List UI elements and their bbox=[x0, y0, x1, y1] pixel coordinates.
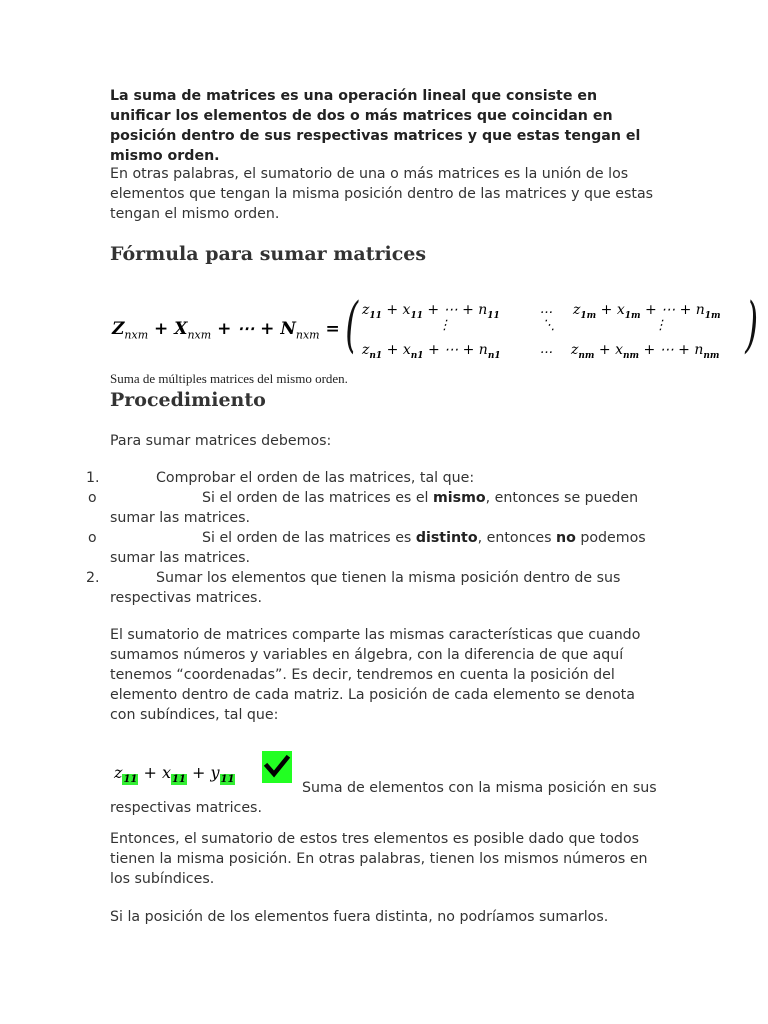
conclusion-paragraph: Entonces, el sumatorio de estos tres elementos es posible dado que todos tienen la misma posición. En otras palabras, tienen los mismos números en los subíndices. bbox=[110, 831, 648, 887]
bullet-1-marker: o bbox=[88, 490, 97, 506]
intro-bold-paragraph: La suma de matrices es una operación lineal que consiste en unificar los elementos de dos o más matrices que coincidan en posición dentro de sus respectivas matrices y que estas tengan el mismo orden. bbox=[110, 88, 641, 164]
step-1-text: Comprobar el orden de las matrices, tal que: bbox=[156, 470, 475, 486]
matrix-sum-formula bbox=[112, 290, 762, 362]
cell-1m: $z_{1m} + x_{1m}$ + ⋯ + $n_{1m}$ bbox=[573, 302, 721, 321]
vdots-1: ⋮ bbox=[438, 318, 451, 333]
procedure-intro: Para sumar matrices debemos: bbox=[110, 433, 332, 449]
element-sum-example: $z_{11} + x_{11} + y_{11}$ bbox=[114, 763, 235, 786]
cell-11: $z_{11} + x_{11}$ + ⋯ + $n_{11}$ bbox=[362, 302, 500, 321]
explanation-paragraph: El sumatorio de matrices comparte las mismas características que cuando sumamos números y variables en álgebra, con la diferencia de que aquí tenemos “coordenadas”. Es decir, tendremos en cuenta la posición del elemento dentro de cada matriz. La posición de cada elemento se denota con subíndices, tal que: bbox=[110, 627, 641, 723]
left-paren: ( bbox=[345, 290, 359, 360]
formula-lhs: $Z_{nxm} + X_{nxm}$ + ⋯ + $N_{nxm}$ = bbox=[112, 319, 340, 342]
bullet-2-marker: o bbox=[88, 530, 97, 546]
hdots-2: … bbox=[540, 342, 553, 357]
step-1-number: 1. bbox=[86, 470, 100, 486]
intro-paragraph: En otras palabras, el sumatorio de una o más matrices es la unión de los elementos que tengan la misma posición dentro de las matrices y que estas tengan el mismo orden. bbox=[110, 166, 654, 222]
example-caption: Suma de elementos con la misma posición en sus respectivas matrices. bbox=[110, 780, 657, 816]
heading-formula: Fórmula para sumar matrices bbox=[110, 243, 427, 265]
cell-n1: $z_{n1} + x_{n1}$ + ⋯ + $n_{n1}$ bbox=[362, 342, 501, 361]
ddots: ⋱ bbox=[542, 318, 555, 333]
vdots-2: ⋮ bbox=[654, 318, 667, 333]
heading-procedure: Procedimiento bbox=[110, 389, 266, 411]
final-note: Si la posición de los elementos fuera distinta, no podríamos sumarlos. bbox=[110, 909, 609, 925]
step-2-number: 2. bbox=[86, 570, 100, 586]
bullet-1-text: Si el orden de las matrices es el mismo, entonces se pueden sumar las matrices. bbox=[110, 490, 639, 526]
hdots-1: … bbox=[540, 302, 553, 317]
cell-nm: $z_{nm} + x_{nm}$ + ⋯ + $n_{nm}$ bbox=[571, 342, 720, 361]
step-2-text: Sumar los elementos que tienen la misma posición dentro de sus respectivas matrices. bbox=[110, 570, 621, 606]
right-paren: ) bbox=[745, 290, 759, 360]
bullet-2-text: Si el orden de las matrices es distinto, entonces no podemos sumar las matrices. bbox=[110, 530, 646, 566]
formula-caption: Suma de múltiples matrices del mismo orden. bbox=[110, 371, 348, 386]
